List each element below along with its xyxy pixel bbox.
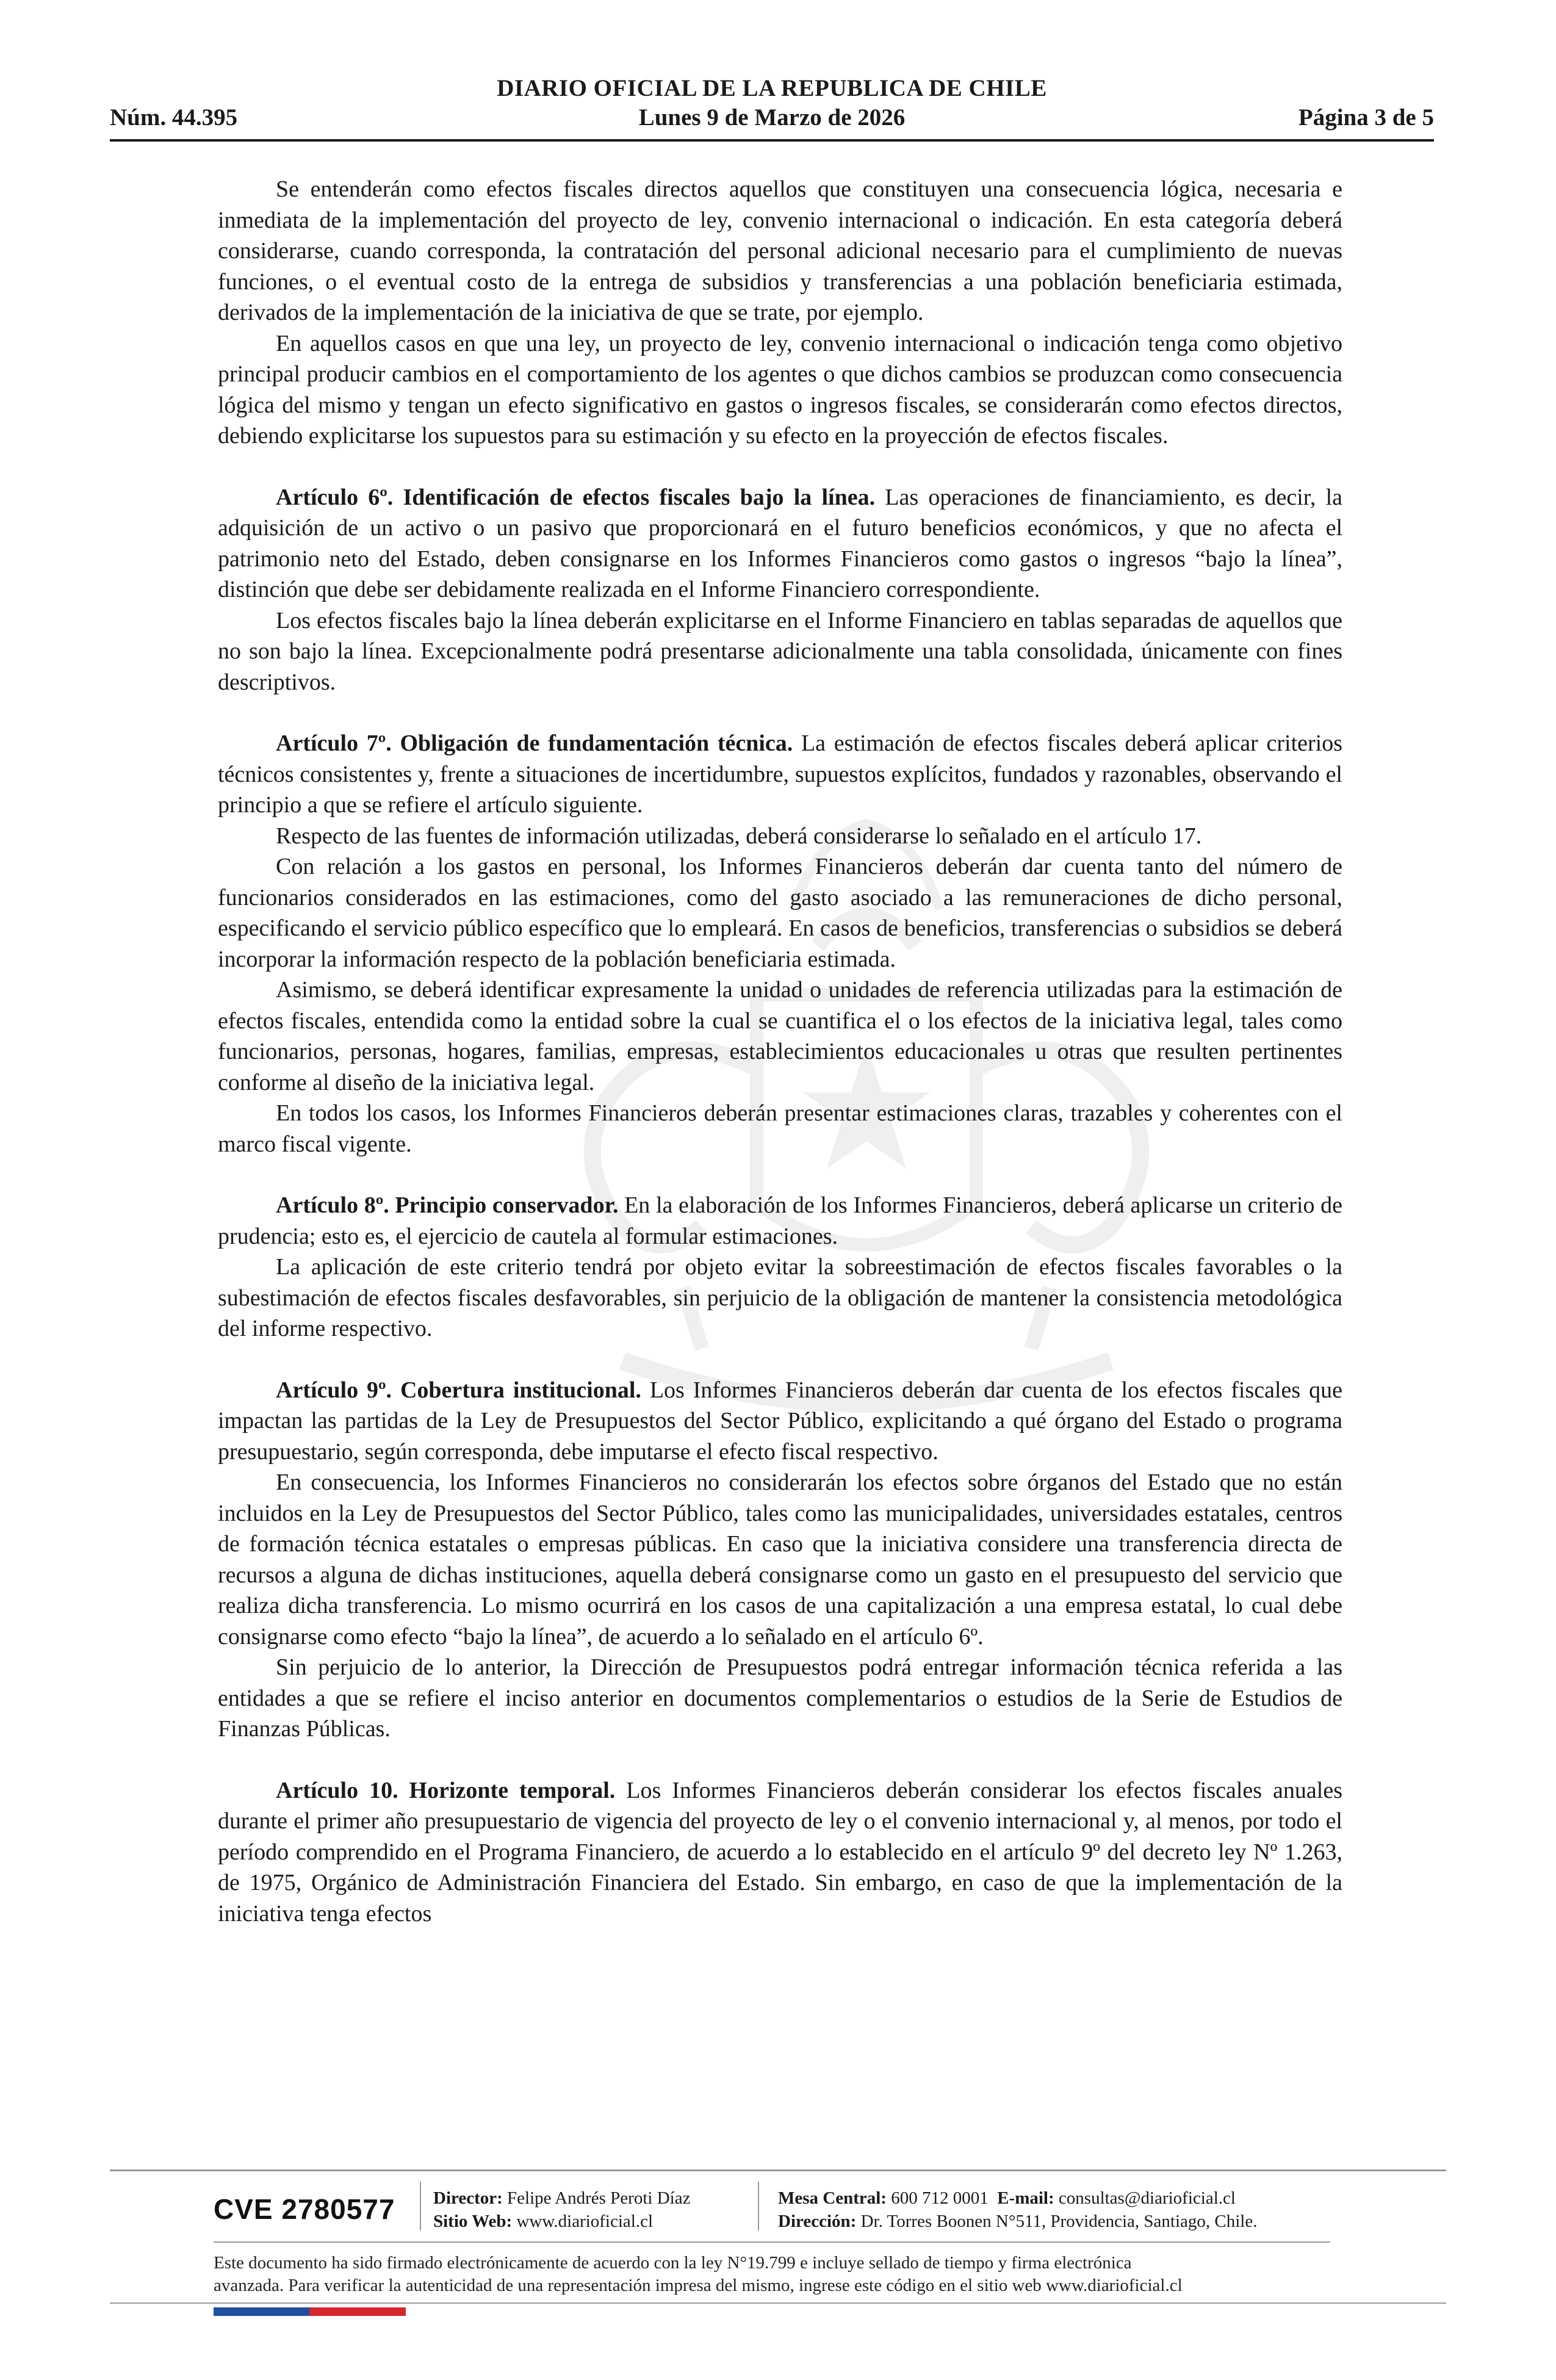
footer-separator [758, 2182, 759, 2230]
article-8-paragraph-2: La aplicación de este criterio tendrá por objeto evitar la sobreestimación de efectos fiscales favorables o la subestimación de efectos fiscales desfavorables, sin perjuicio de la obligación de mantener la consistencia metodológica del informe respectivo. [218, 1254, 1342, 1341]
article-6-paragraph-2: Los efectos fiscales bajo la línea deberán explicitarse en el Informe Financiero en tablas separadas de aquellos que no son bajo la línea. Excepcionalmente podrá presentarse adicionalmente una tabla consolidada, únicamente con fines descriptivos. [218, 607, 1342, 695]
publication-title: DIARIO OFICIAL DE LA REPUBLICA DE CHILE [497, 75, 1047, 101]
article-6-heading: Artículo 6º. Identificación de efectos fiscales bajo la línea. [276, 484, 876, 510]
notice-line-1: Este documento ha sido firmado electrónicamente de acuerdo con la ley N°19.799 e incluye sellado de tiempo y firma electrónica [214, 2253, 1132, 2273]
article-7-paragraph-2: Respecto de las fuentes de información utilizadas, deberá considerarse lo señalado en el artículo 17. [276, 823, 1202, 849]
website-line [433, 2210, 690, 2233]
issue-date: Lunes 9 de Marzo de 2026 [638, 104, 906, 131]
phone-label: Mesa Central: [778, 2188, 887, 2208]
article-9-paragraph-3: Sin perjuicio de lo anterior, la Dirección de Presupuestos podrá entregar información técnica referida a las entidades a que se refiere el inciso anterior en documentos complementarios o estudios de la Serie de Estudios de Finanzas Públicas. [218, 1654, 1342, 1742]
footer-separator [420, 2182, 421, 2230]
footer-contact-block [778, 2187, 1257, 2233]
flag-bar-blue [214, 2307, 309, 2316]
address-value: Dr. Torres Boonen N°511, Providencia, Santiago, Chile. [856, 2212, 1258, 2231]
article-7-text: La estimación de efectos fiscales deberá aplicar criterios técnicos consistentes y, frente a situaciones de incertidumbre, supuestos explícitos, fundados y razonables, observando el principio a que se refiere el artículo siguiente. [218, 730, 1342, 818]
article-8 [218, 1190, 1342, 1252]
issue-number: Núm. 44.395 [110, 104, 238, 131]
website-label: Sitio Web: [433, 2212, 513, 2231]
director-label: Director: [433, 2188, 503, 2208]
article-9-paragraph-2: En consecuencia, los Informes Financieros no considerarán los efectos sobre órganos del Estado que no están incluidos en la Ley de Presupuestos del Sector Público, tales como las municipalidades, universidades estatales, centros de formación técnica estatales o empresas públicas. En caso que la iniciativa considere una transferencia directa de recursos a alguna de dichas instituciones, aquella deberá consignarse como un gasto en el presupuesto del servicio que realiza dicha transferencia. Lo mismo ocurrirá en los casos de una capitalización a una empresa estatal, lo cual debe consignarse como efecto “bajo la línea”, de acuerdo a lo señalado en el artículo 6º. [218, 1469, 1342, 1650]
article-7-paragraph-5: En todos los casos, los Informes Financieros deberán presentar estimaciones claras, trazables y coherentes con el marco fiscal vigente. [218, 1100, 1342, 1157]
article-10 [218, 1775, 1342, 1930]
notice-line-2: avanzada. Para verificar la autenticidad de una representación impresa del mismo, ingrese este código en el sitio web www.diarioficial.cl [214, 2276, 1183, 2295]
paragraph-direct-effects: Se entenderán como efectos fiscales directos aquellos que constituyen una consecuencia lógica, necesaria e inmediata de la implementación del proyecto de ley, convenio internacional o indicación. En esta categoría deberá considerarse, cuando corresponda, la contratación del personal adicional necesario para el cumplimiento de nuevas funciones, o el eventual costo de la entrega de subsidios y transferencias a una población beneficiaria estimada, derivados de la implementación de la iniciativa de que se trate, por ejemplo. [218, 176, 1342, 325]
contact-line [778, 2187, 1257, 2210]
article-8-text: En la elaboración de los Informes Financieros, deberá aplicarse un criterio de prudencia; esto es, el ejercicio de cautela al formular estimaciones. [218, 1192, 1342, 1249]
article-10-heading: Artículo 10. Horizonte temporal. [276, 1777, 616, 1803]
article-9 [218, 1375, 1342, 1468]
footer-divider-bottom [110, 2302, 1446, 2304]
footer-divider-mid [214, 2241, 1330, 2243]
article-7-paragraph-3: Con relación a los gastos en personal, los Informes Financieros deberán dar cuenta tanto del número de funcionarios considerados en las estimaciones, como del gasto asociado a las remuneraciones de dicho personal, especificando el servicio público específico que lo empleará. En casos de beneficios, transferencias o subsidios se deberá incorporar la información respecto de la población beneficiaria estimada. [218, 854, 1342, 972]
page-indicator: Página 3 de 5 [1298, 104, 1434, 131]
email-link[interactable]: consultas@diarioficial.cl [1054, 2188, 1236, 2208]
article-6 [218, 482, 1342, 605]
header-divider [110, 139, 1434, 142]
article-6-text: Las operaciones de financiamiento, es decir, la adquisición de un activo o un pasivo que proporcionará en el futuro beneficios económicos, y que no afecta el patrimonio neto del Estado, deben consignarse en los Informes Financieros como gastos o ingresos “bajo la línea”, distinción que debe ser debidamente realizada en el Informe Financiero correspondiente. [218, 484, 1343, 602]
article-9-text: Los Informes Financieros deberán dar cuenta de los efectos fiscales que impactan las partidas de la Ley de Presupuestos del Sector Público, explicitando a qué órgano del Estado o programa presupuestario, según corresponda, debe imputarse el efecto fiscal respectivo. [218, 1377, 1342, 1465]
footer-divider-top [110, 2169, 1446, 2171]
flag-bar-red [309, 2307, 406, 2316]
paragraph-behavioral-effects: En aquellos casos en que una ley, un proyecto de ley, convenio internacional o indicación tenga como objetivo principal producir cambios en el comportamiento de los agentes o que dichos cambios se produzcan como consecuencia lógica del mismo y tengan un efecto significativo en gastos o ingresos fiscales, se considerarán como efectos directos, debiendo explicitarse los supuestos para su estimación y su efecto en la proyección de efectos fiscales. [218, 330, 1342, 449]
article-10-text: Los Informes Financieros deberán considerar los efectos fiscales anuales durante el primer año presupuestario de vigencia del proyecto de ley o el convenio internacional y, al menos, por todo el período comprendido en el Programa Financiero, de acuerdo a lo establecido en el artículo 9º del decreto ley Nº 1.263, de 1975, Orgánico de Administración Financiera del Estado. Sin embargo, en caso de que la implementación de la iniciativa tenga efectos [218, 1777, 1342, 1927]
director-line [433, 2187, 690, 2210]
address-label: Dirección: [778, 2212, 857, 2231]
article-8-heading: Artículo 8º. Principio conservador. [276, 1192, 619, 1218]
cve-code: CVE 2780577 [214, 2193, 395, 2225]
footer-director-block [433, 2187, 690, 2233]
page-footer [110, 2169, 1446, 2353]
signature-notice [214, 2252, 1330, 2297]
director-name: Felipe Andrés Peroti Díaz [502, 2188, 691, 2208]
article-7-paragraph-4: Asimismo, se deberá identificar expresamente la unidad o unidades de referencia utilizadas para la estimación de efectos fiscales, entendida como la entidad sobre la cual se cuantifica el o los efectos de la iniciativa legal, tales como funcionarios, personas, hogares, familias, empresas, establecimientos educacionales u otras que resulten pertinentes conforme al diseño de la iniciativa legal. [218, 977, 1342, 1095]
email-label: E-mail: [997, 2188, 1054, 2208]
article-7-heading: Artículo 7º. Obligación de fundamentación técnica. [276, 730, 793, 756]
page-header [110, 74, 1434, 146]
article-7 [218, 728, 1342, 821]
document-body [218, 174, 1342, 1929]
address-line [778, 2210, 1257, 2233]
phone-number: 600 712 0001 [886, 2188, 989, 2208]
website-link[interactable]: www.diarioficial.cl [512, 2212, 654, 2231]
article-9-heading: Artículo 9º. Cobertura institucional. [276, 1377, 641, 1403]
